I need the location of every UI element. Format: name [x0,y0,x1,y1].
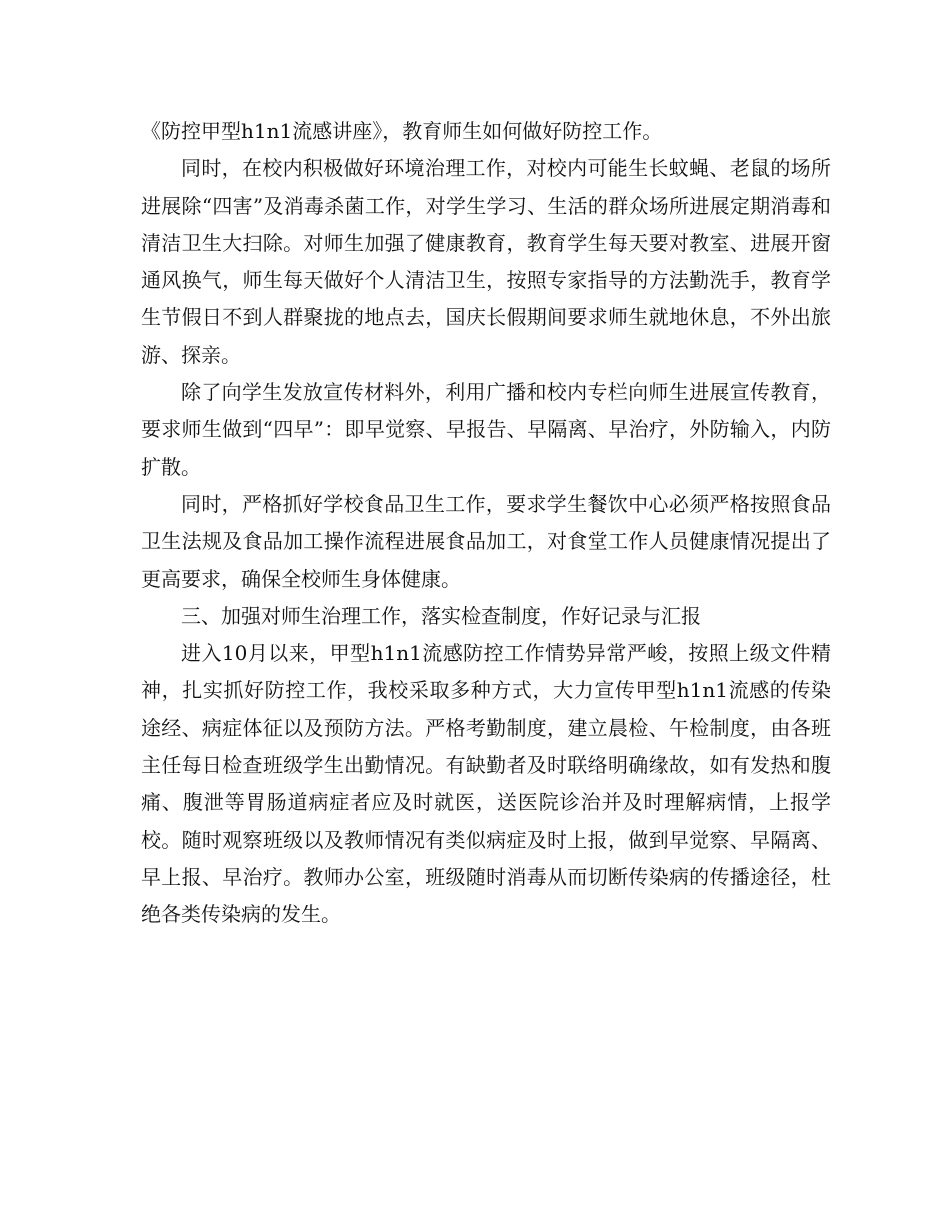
section-heading-three: 三、加强对师生治理工作，落实检查制度，作好记录与汇报 [181,603,701,628]
paragraph-intro-continuation: 《防控甲型h1n1流感讲座》，教育师生如何做好防控工作。 [141,119,663,143]
document-body [141,113,831,934]
paragraph-management-inspection: 进入10月以来，甲型h1n1流感防控工作情势异常严峻，按照上级文件精神，扎实抓好防控工作，我校采取多种方式，大力宣传甲型h1n1流感的传染途经、病症体征以及预防方法。严格考勤制度，建立晨检、午检制度，由各班主任每日检查班级学生出勤情况。有缺勤者及时联络明确缘故，如有发热和腹痛、腹泄等胃肠道病症者应及时就医，送医院诊治并及时理解病情，上报学校。随时观察班级以及教师情况有类似病症及时上报，做到早觉察、早隔离、早上报、早治疗。教师办公室，班级随时消毒从而切断传染病的传播途径，杜绝各类传染病的发生。 [141,641,831,927]
paragraph-environment-hygiene: 同时，在校内积极做好环境治理工作，对校内可能生长蚊蝇、老鼠的场所进展除“四害”及消毒杀菌工作，对学生学习、生活的群众场所进展定期消毒和清洁卫生大扫除。对师生加强了健康教育，教育学生每天要对教室、进展开窗通风换气，师生每天做好个人清洁卫生，按照专家指导的方法勤洗手，教育学生节假日不到人群聚拢的地点去，国庆长假期间要求师生就地休息，不外出旅游、探亲。 [141,156,831,367]
paragraph-publicity-education: 除了向学生发放宣传材料外，利用广播和校内专栏向师生进展宣传教育，要求师生做到“四早”：即早觉察、早报告、早隔离、早治疗，外防输入，内防扩散。 [141,380,831,479]
paragraph-food-hygiene: 同时，严格抓好学校食品卫生工作，要求学生餐饮中心必须严格按照食品卫生法规及食品加工操作流程进展食品加工，对食堂工作人员健康情况提出了更高要求，确保全校师生身体健康。 [141,491,831,591]
